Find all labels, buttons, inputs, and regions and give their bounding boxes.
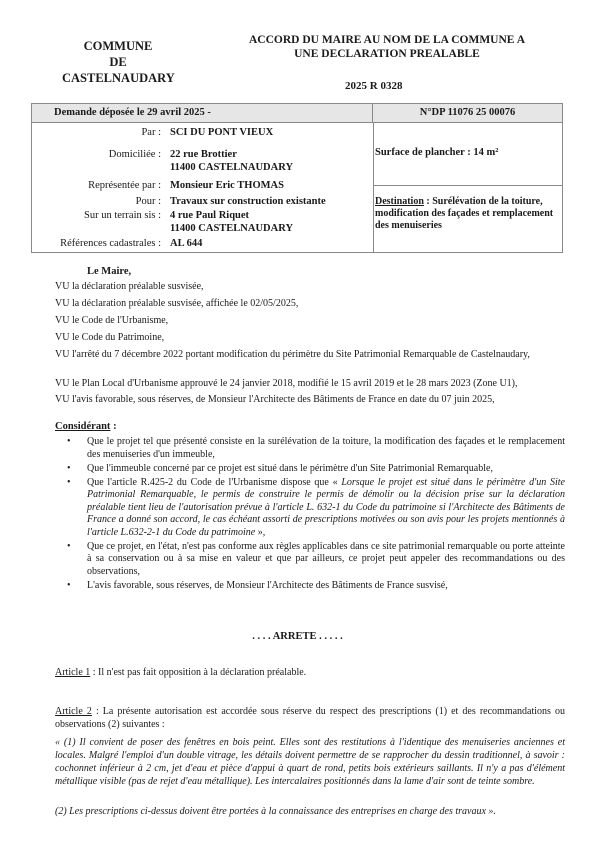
field-value: Travaux sur construction existante <box>170 196 326 207</box>
list-item: • Que ce projet, en l'état, n'est pas conforme aux règles applicables dans ce site patrimonial remarquable ou porte atteinte à sa conservation ou à sa mise en valeur et que par ailleurs, ce projet peut appeler des recommandations ou des observations, <box>55 541 565 579</box>
vu-item: VU la déclaration préalable susvisée, affichée le 02/05/2025, <box>55 298 299 309</box>
field-label: Références cadastrales : <box>60 238 161 249</box>
request-header-bar <box>31 103 563 123</box>
field-label: Sur un terrain sis : <box>84 210 161 221</box>
request-date: Demande déposée le 29 avril 2025 - <box>32 104 373 122</box>
list-item: • Que l'immeuble concerné par ce projet est situé dans le périmètre d'un Site Patrimonial Remarquable, <box>55 463 565 476</box>
field-value: 4 rue Paul Riquet 11400 CASTELNAUDARY <box>170 210 294 234</box>
file-number: N°DP 11076 25 00076 <box>419 107 516 118</box>
field-label: Pour : <box>135 196 161 207</box>
field-label: Domiciliée : <box>108 149 161 160</box>
prescriptions-note: (2) Les prescriptions ci-dessus doivent être portées à la connaissance des entreprises en charge des travaux ». <box>55 806 496 817</box>
field-value: AL 644 <box>170 238 203 249</box>
considerant-heading: Considérant : <box>55 421 117 432</box>
field-label: Par : <box>141 127 161 138</box>
list-item: • Que le projet tel que présenté consiste en la surélévation de la toiture, la modification des façades et le remplacement des menuiseries d'un immeuble, <box>55 436 565 461</box>
vu-item: VU la déclaration préalable susvisée, <box>55 281 204 292</box>
commune-line-1: COMMUNE <box>83 39 153 53</box>
destination-block <box>375 196 559 232</box>
vu-item: VU l'arrêté du 7 décembre 2022 portant modification du périmètre du Site Patrimonial Remarquable de Castelnaudary, <box>55 349 530 360</box>
destination-label: Destination <box>375 196 424 207</box>
box-divider-horizontal <box>373 185 562 186</box>
document-title <box>222 33 552 61</box>
vu-item: VU le Plan Local d'Urbanisme approuvé le 24 janvier 2018, modifié le 15 avril 2019 et le 28 mars 2023 (Zone U1), <box>55 378 518 389</box>
list-item: • Que l'article R.425-2 du Code de l'Urbanisme dispose que « Lorsque le projet est situé dans le périmètre d'un Site Patrimonial Remarquable, le permis de construire le permis de démolir ou la décision prise sur la déclaration préalable tient lieu de l'autorisation prévue à l'article L. 632-1 du Code du patrimoine si l'Architecte des Bâtiments de France a donné son accord, le cas échéant assorti de prescriptions motivées ou son avis pour les projets mentionnés à l'article L.632-2-1 du Code du patrimoine », <box>55 477 565 540</box>
commune-block <box>62 38 174 86</box>
reference-number: 2025 R 0328 <box>345 80 403 92</box>
considerant-list <box>55 436 565 594</box>
mayor-heading: Le Maire, <box>87 266 132 277</box>
field-value: Monsieur Eric THOMAS <box>170 180 284 191</box>
field-value: SCI DU PONT VIEUX <box>170 127 274 138</box>
floor-surface: Surface de plancher : 14 m² <box>375 147 499 158</box>
vu-item: VU l'avis favorable, sous réserves, de Monsieur l'Architecte des Bâtiments de France en date du 07 juin 2025, <box>55 394 495 405</box>
commune-line-3: CASTELNAUDARY <box>62 71 175 85</box>
title-line-1: ACCORD DU MAIRE AU NOM DE LA COMMUNE A <box>249 34 525 46</box>
field-label: Représentée par : <box>88 180 161 191</box>
arrete-heading: . . . . ARRETE . . . . . <box>252 631 343 642</box>
vu-item: VU le Code du Patrimoine, <box>55 332 165 343</box>
article-2: Article 2 : La présente autorisation est accordée sous réserve du respect des prescriptions (1) et des recommandations ou observations (2) suivantes : <box>55 706 566 730</box>
destination-text: : Surélévation de la toiture, modification des façades et remplacement des menuiseries <box>375 196 554 231</box>
list-item: • L'avis favorable, sous réserves, de Monsieur l'Architecte des Bâtiments de France susvisé, <box>55 580 565 593</box>
title-line-2: UNE DECLARATION PREALABLE <box>294 48 480 60</box>
commune-line-2: DE <box>109 55 127 69</box>
box-divider-vertical <box>373 123 374 252</box>
vu-item: VU le Code de l'Urbanisme, <box>55 315 169 326</box>
article-1: Article 1 : Il n'est pas fait opposition à la déclaration préalable. <box>55 667 307 678</box>
field-value: 22 rue Brottier 11400 CASTELNAUDARY <box>170 149 294 173</box>
prescriptions-text: « (1) Il convient de poser des fenêtres en bois peint. Elles sont des restitutions à l'identique des menuiseries anciennes et locales. Malgré l'emploi d'un double vitrage, les détails doivent permettre de se rapprocher du dessin traditionnel, à savoir : cochonnet inférieur à 2 cm, jet d'eau et pièce d'appui à quart de rond, petits bois extérieurs saillants. Il n'y a pas d'élément métallique visible (pas de rejet d'eau métallique). Les intercalaires positionnés dans la lame d'air sont de teinte sombre. <box>55 737 565 787</box>
